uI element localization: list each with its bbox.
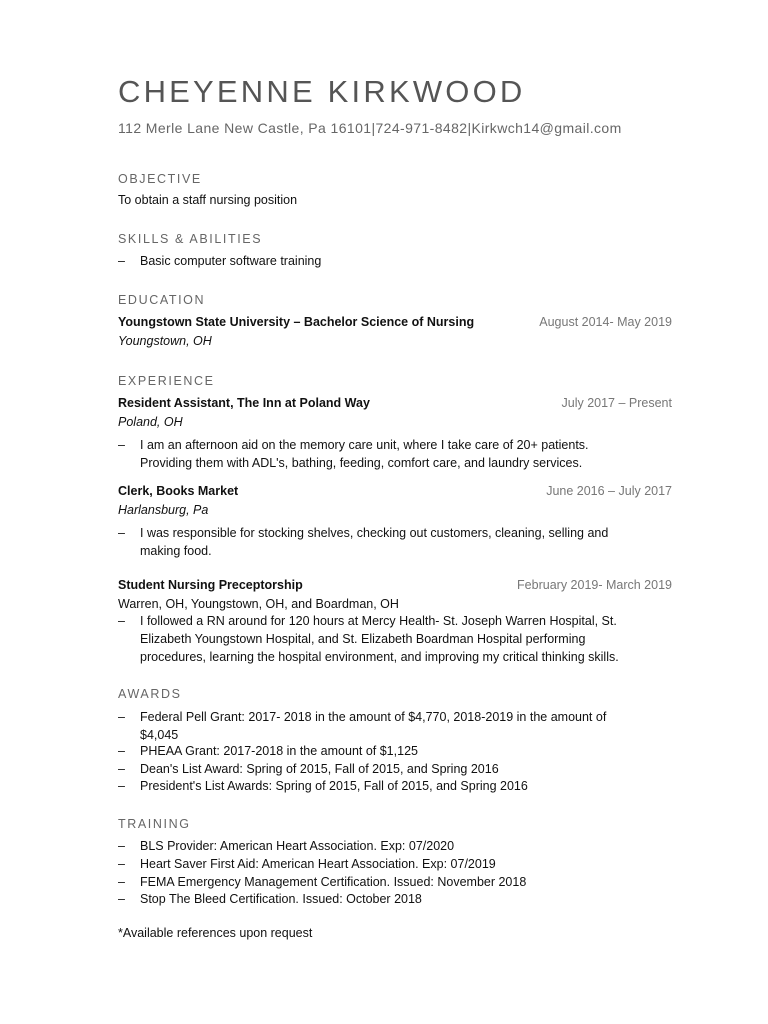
- award-item: [118, 742, 678, 760]
- award-line: President's List Awards: Spring of 2015, Fall of 2015, and Spring 2016: [140, 779, 528, 793]
- bullet-dash: –: [118, 438, 125, 452]
- skills-item-text: Basic computer software training: [140, 254, 322, 268]
- bullet-dash: –: [118, 526, 125, 540]
- job-bullet: [118, 524, 678, 560]
- training-text: Heart Saver First Aid: American Heart Association. Exp: 07/2019: [140, 857, 496, 871]
- job-bullet: [118, 436, 678, 472]
- job-dates: February 2019- March 2019: [517, 578, 672, 592]
- award-line: Dean's List Award: Spring of 2015, Fall of 2015, and Spring 2016: [140, 762, 499, 776]
- contact-info: 112 Merle Lane New Castle, Pa 16101|724-971-8482|Kirkwch14@gmail.com: [118, 120, 622, 136]
- job-title: Resident Assistant, The Inn at Poland Way: [118, 396, 370, 410]
- training-item: [118, 890, 678, 908]
- education-location: Youngstown, OH: [118, 334, 212, 348]
- training-text: FEMA Emergency Management Certification. Issued: November 2018: [140, 875, 527, 889]
- job-bullet-line: I am an afternoon aid on the memory care unit, where I take care of 20+ patients.: [140, 438, 589, 452]
- job-bullet-line: procedures, learning the hospital environment, and improving my critical thinking skills.: [140, 650, 619, 664]
- award-line: PHEAA Grant: 2017-2018 in the amount of $1,125: [140, 744, 418, 758]
- references-note: *Available references upon request: [118, 926, 313, 940]
- bullet-dash: –: [118, 762, 125, 776]
- award-item: [118, 760, 678, 778]
- job-location: Harlansburg, Pa: [118, 503, 209, 517]
- bullet-dash: –: [118, 779, 125, 793]
- objective-text: To obtain a staff nursing position: [118, 193, 298, 207]
- training-item: [118, 855, 678, 873]
- job-dates: June 2016 – July 2017: [546, 484, 672, 498]
- bullet-dash: –: [118, 892, 125, 906]
- award-line: $4,045: [140, 728, 179, 742]
- bullet-dash: –: [118, 710, 125, 724]
- job-bullet-line: I followed a RN around for 120 hours at Mercy Health- St. Joseph Warren Hospital, St.: [140, 614, 617, 628]
- education-school: Youngstown State University – Bachelor Science of Nursing: [118, 315, 475, 329]
- skills-heading: SKILLS & ABILITIES: [118, 232, 263, 246]
- objective-heading: OBJECTIVE: [118, 172, 202, 186]
- job-bullet-line: Elizabeth Youngstown Hospital, and St. Elizabeth Boardman Hospital performing: [140, 632, 586, 646]
- award-item: [118, 777, 678, 795]
- experience-heading: EXPERIENCE: [118, 374, 215, 388]
- training-item: [118, 873, 678, 891]
- job-bullet: [118, 612, 678, 666]
- training-item: [118, 837, 678, 855]
- training-heading: TRAINING: [118, 817, 191, 831]
- education-heading: EDUCATION: [118, 293, 206, 307]
- job-bullet-line: I was responsible for stocking shelves, checking out customers, cleaning, selling and: [140, 526, 609, 540]
- bullet-dash: –: [118, 839, 125, 853]
- award-line: Federal Pell Grant: 2017- 2018 in the amount of $4,770, 2018-2019 in the amount of: [140, 710, 607, 724]
- bullet-dash: –: [118, 875, 125, 889]
- award-item: [118, 708, 678, 744]
- training-text: BLS Provider: American Heart Association. Exp: 07/2020: [140, 839, 455, 853]
- skills-item: [118, 252, 678, 270]
- job-bullet-line: Providing them with ADL's, bathing, feeding, comfort care, and laundry services.: [140, 456, 583, 470]
- job-title: Clerk, Books Market: [118, 484, 239, 498]
- job-location: Warren, OH, Youngstown, OH, and Boardman, OH: [118, 597, 399, 611]
- bullet-dash: –: [118, 254, 125, 268]
- bullet-dash: –: [118, 614, 125, 628]
- job-location: Poland, OH: [118, 415, 183, 429]
- awards-heading: AWARDS: [118, 687, 182, 701]
- bullet-dash: –: [118, 744, 125, 758]
- job-bullet-line: making food.: [140, 544, 212, 558]
- training-text: Stop The Bleed Certification. Issued: October 2018: [140, 892, 422, 906]
- job-dates: July 2017 – Present: [561, 396, 672, 410]
- job-title: Student Nursing Preceptorship: [118, 578, 303, 592]
- bullet-dash: –: [118, 857, 125, 871]
- education-dates: August 2014- May 2019: [539, 315, 672, 329]
- candidate-name: CHEYENNE KIRKWOOD: [118, 74, 526, 109]
